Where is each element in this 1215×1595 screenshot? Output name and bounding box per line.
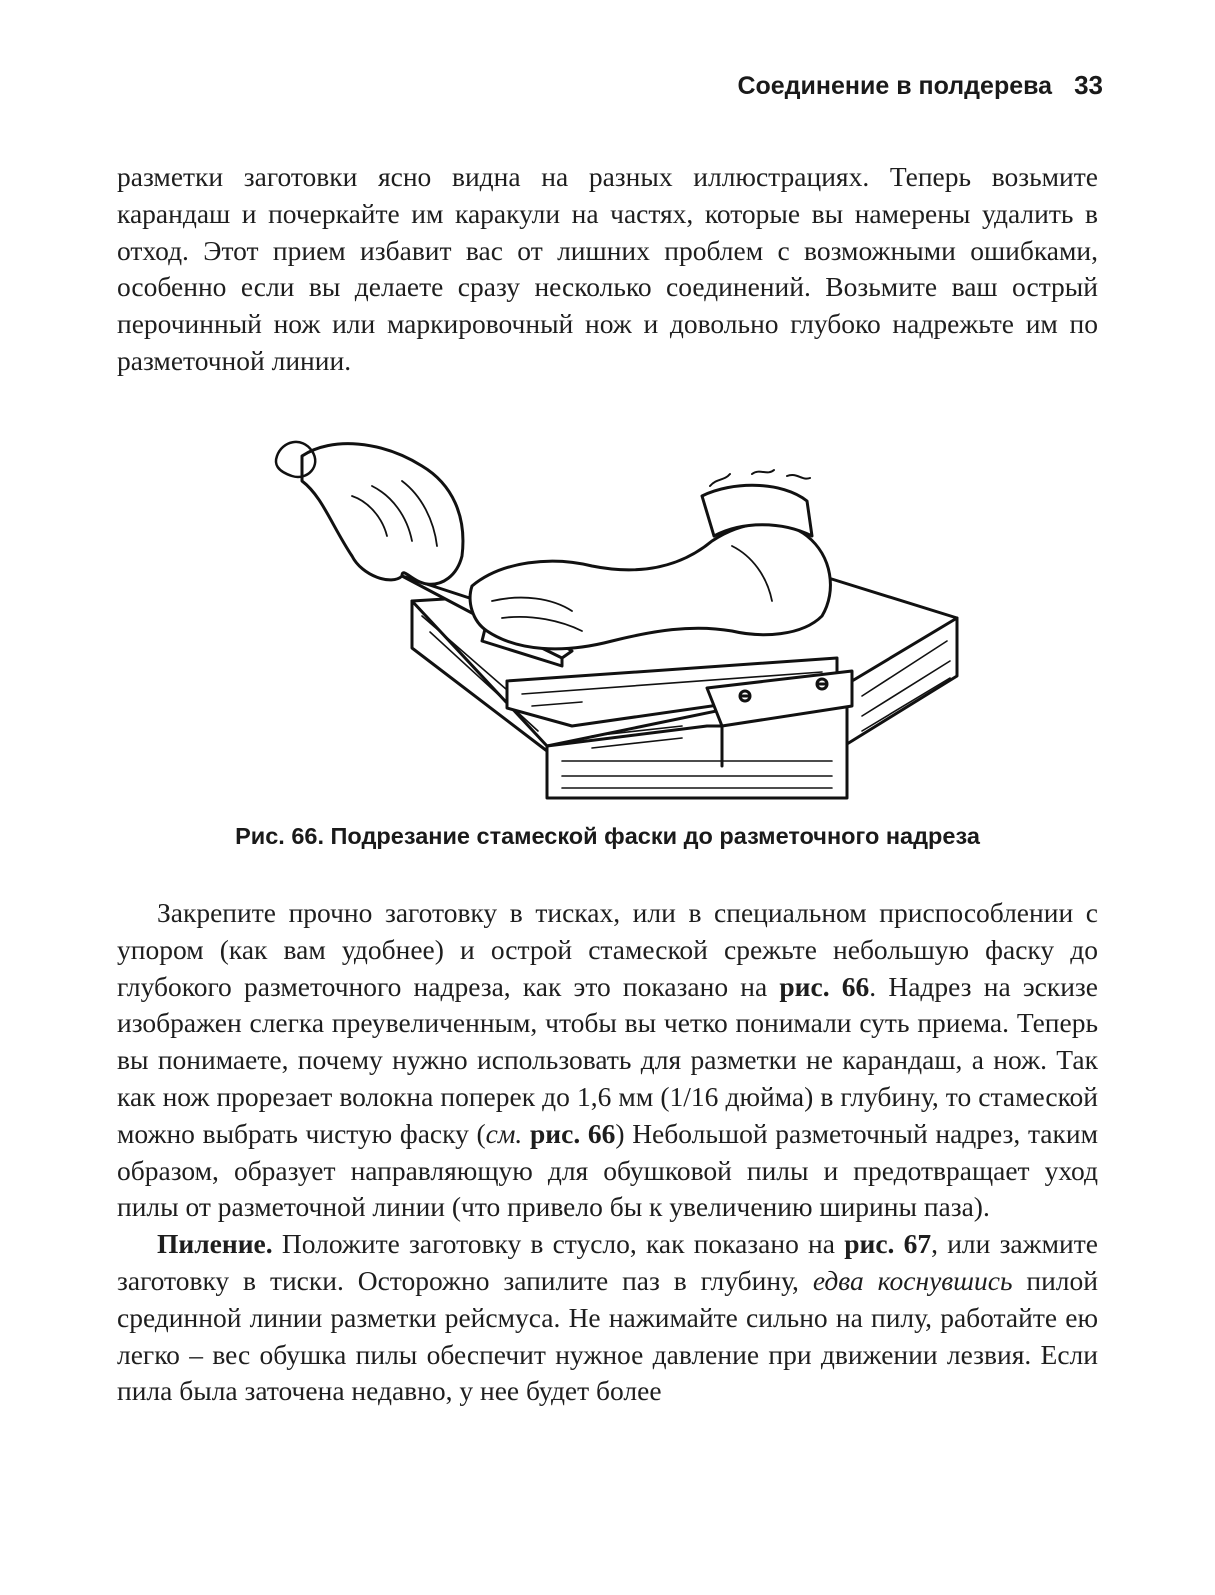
figure-66 <box>262 426 982 806</box>
figure-ref: рис. 66 <box>529 1117 616 1149</box>
paragraph-continuation: разметки заготовки ясно видна на разных иллюстрациях. Теперь возьмите карандаш и почеркайте им каракули на частях, которые вы намерены удалить в отход. Этот прием избавит вас от лишних проблем с возможными ошибками, особенно если вы делаете сразу несколько соединений. Возьмите ваш острый перочинный нож или маркировочный нож и довольно глубоко надрежьте им по разметочной линии. <box>117 161 1098 376</box>
running-header <box>737 70 1103 101</box>
section-lead: Пиление. <box>157 1228 273 1260</box>
figure-ref: рис. 67 <box>844 1228 932 1260</box>
text-run: , или зажмите заготовку в тиски. Осторожно запилите паз в глубину, <box>117 1228 1098 1296</box>
text-run: Закрепите прочно заготовку в тисках, или в специальном приспособлении с упором (как вам удобнее) и острой стамеской срежьте небольшую фаску до глубокого разметочного надреза, как это показано на <box>117 897 1098 1002</box>
text-run: пилой срединной линии разметки рейсмуса. Не нажимайте сильно на пилу, работайте ею легко – вес обушка пилы обеспечит нужное давление при движении лезвия. Если пила была заточена недавно, у нее будет более <box>117 1264 1098 1407</box>
text-run: Положите заготовку в стусло, как показано на <box>272 1228 845 1260</box>
chisel-paring-illustration <box>262 426 982 806</box>
text-block-bottom <box>117 895 1098 1410</box>
running-title: Соединение в полдерева <box>737 72 1053 100</box>
text-run: . Надрез на эскизе изображен слегка преувеличенным, чтобы вы четко понимали суть приема. Теперь вы понимаете, почему нужно использовать для разметки не карандаш, а нож. Так как нож прорезает волокна поперек до 1,6 мм (1/16 дюйма) в глубину, то стамеской можно выбрать чистую фаску ( <box>117 970 1098 1149</box>
figure-caption: Рис. 66. Подрезание стамеской фаски до разметочного надреза <box>235 823 980 849</box>
left-hand <box>302 444 463 585</box>
paragraph-sawing <box>117 1226 1098 1410</box>
paragraph-clamping <box>117 895 1098 1226</box>
page-number: 33 <box>1074 70 1103 100</box>
see-abbrev: см. <box>485 1117 523 1149</box>
right-arm <box>470 523 830 649</box>
text-block-top <box>117 159 1098 380</box>
emphasis: едва коснувшись <box>812 1264 1013 1296</box>
text-run: ) Небольшой разметочный надрез, таким образом, образует направляющую для обушковой пилы и предотвращает уход пилы от разметочной линии (что привело бы к увеличению ширины паза). <box>117 1117 1098 1223</box>
figure-ref: рис. 66 <box>779 970 870 1002</box>
